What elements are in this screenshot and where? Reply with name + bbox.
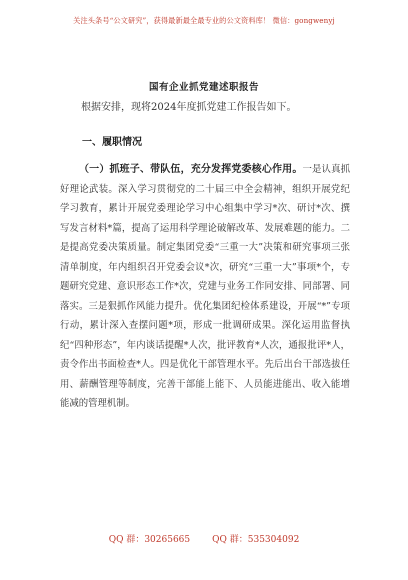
footer-qq-group-2: QQ 群：535304092 bbox=[212, 535, 300, 545]
body-paragraph bbox=[60, 160, 350, 414]
intro-paragraph: 根据安排，现将2024年度抓党建工作报告如下。 bbox=[81, 102, 297, 113]
footer-qq-group-1: QQ 群：30265665 bbox=[108, 535, 191, 545]
header-banner: 关注头条号“公文研究”，获得最新最全最专业的公文资料库！ 微信：gongwenyj bbox=[73, 16, 335, 25]
footer-contacts bbox=[0, 532, 408, 545]
paragraph-lead: （一）抓班子、带队伍，充分发挥党委核心作用。 bbox=[79, 164, 303, 175]
section-heading: 一、履职情况 bbox=[82, 137, 142, 148]
paragraph-body: 一是认真抓好理论武装。深入学习贯彻党的二十届三中全会精神，组织开展党纪学习教育，累计开展党委理论学习中心组集中学习*次、研讨*次、撰写发言材料*篇，提高了运用科学理论破解改革、发展难题的能力。二是提高党委决策质量。制定集团党委“三重一大”决策和研究事项三张清单制度，年内组织召开党委会议*次，研究“三重一大”事项*个，专题研究党建、意识形态工作*次，党建与业务工作同安排、同部署、同落实。三是狠抓作风能力提升。优化集团纪检体系建设，开展“*”专项行动，累计深入查摆问题*项，形成一批调研成果。深化运用监督执纪“四种形态”，年内谈话提醒*人次，批评教育*人次，通报批评*人，责令作出书面检查*人。四是优化干部管理水平。先后出台干部选拔任用、薪酬管理等制度，完善干部能上能下、人员能进能出、收入能增能减的管理机制。 bbox=[60, 164, 350, 409]
document-title: 国有企业抓党建述职报告 bbox=[148, 82, 259, 93]
